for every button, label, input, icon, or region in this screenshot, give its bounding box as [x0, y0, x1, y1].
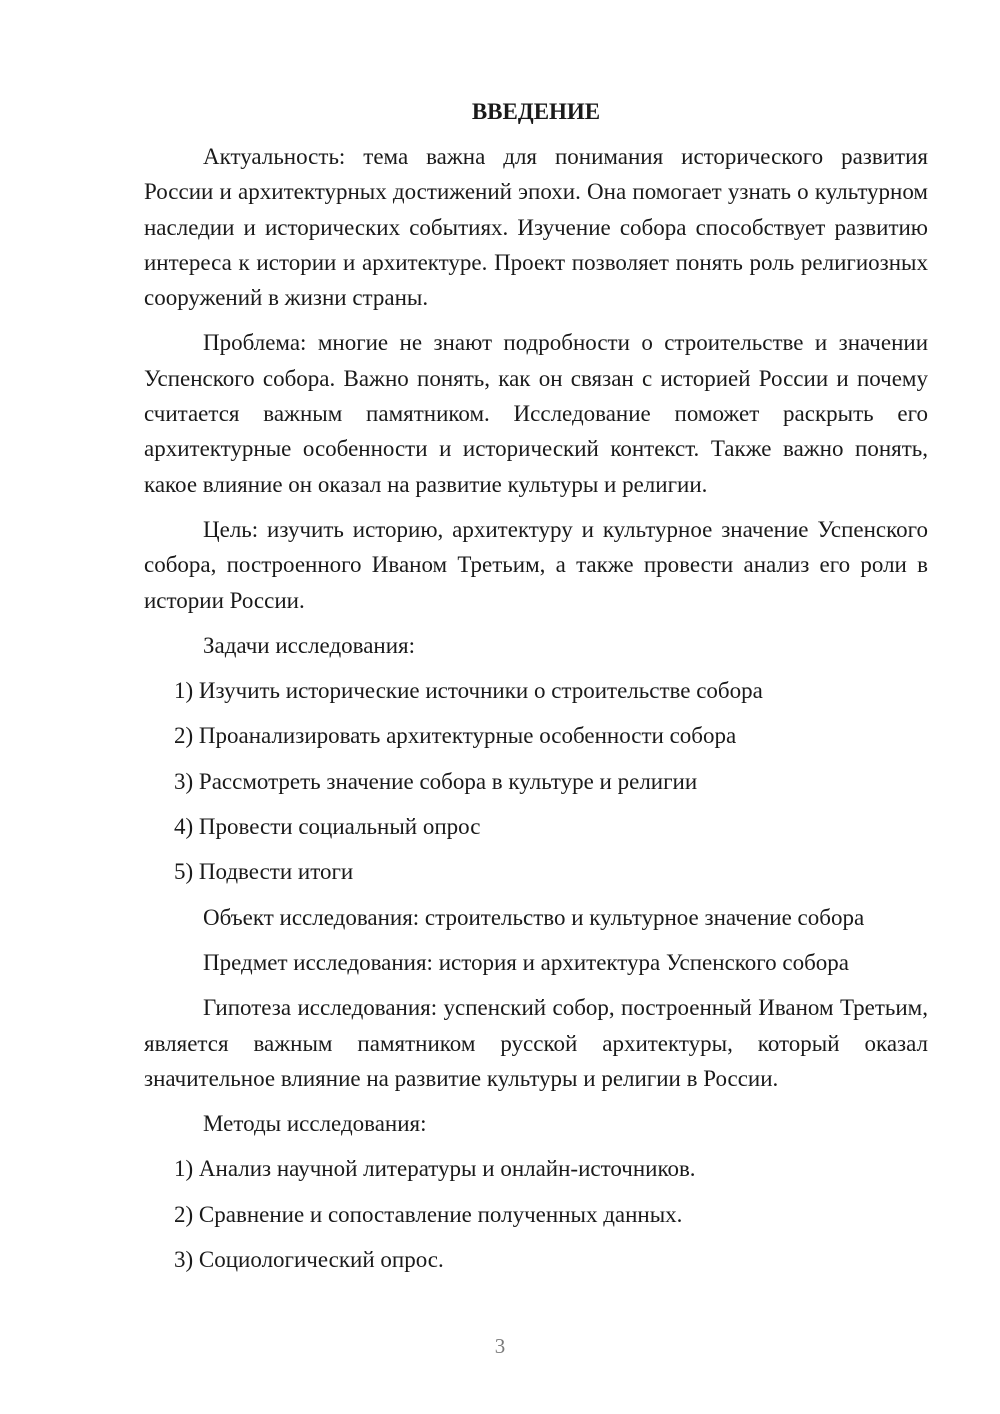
page-number: 3	[494, 1334, 506, 1358]
tasks-list	[144, 673, 928, 889]
hypothesis-paragraph: Гипотеза исследования: успенский собор, построенный Иваном Третьим, является важным памятником русской архитектуры, который оказал значительное влияние на развитие культуры и религии в России.	[144, 995, 928, 1091]
relevance-paragraph: Актуальность: тема важна для понимания исторического развития России и архитектурных достижений эпохи. Она помогает узнать о культурном наследии и исторических событиях. Изучение собора способствует развитию интереса к истории и архитектуре. Проект позволяет понять роль религиозных сооружений в жизни страны.	[144, 144, 928, 311]
method-item: 2) Сравнение и сопоставление полученных данных.	[174, 1201, 683, 1227]
method-item: 3) Социологический опрос.	[174, 1247, 444, 1273]
methods-heading: Методы исследования:	[203, 1111, 427, 1137]
tasks-heading: Задачи исследования:	[203, 632, 416, 658]
task-item: 5) Подвести итоги	[174, 859, 354, 885]
method-item: 1) Анализ научной литературы и онлайн-источников.	[174, 1156, 696, 1182]
methods-list	[144, 1151, 928, 1277]
research-object: Объект исследования: строительство и культурное значение собора	[203, 904, 865, 930]
page-title: ВВЕДЕНИЕ	[471, 99, 601, 124]
page-content	[144, 94, 928, 1287]
research-subject: Предмет исследования: история и архитектура Успенского собора	[203, 949, 850, 975]
problem-paragraph: Проблема: многие не знают подробности о строительстве и значении Успенского собора. Важно понять, как он связан с историей России и почему считается важным памятником. Исследование поможет раскрыть его архитектурные особенности и исторический контекст. Также важно понять, какое влияние он оказал на развитие культуры и религии.	[144, 330, 928, 497]
task-item: 3) Рассмотреть значение собора в культуре и религии	[174, 768, 698, 794]
task-item: 4) Провести социальный опрос	[174, 814, 481, 840]
goal-paragraph: Цель: изучить историю, архитектуру и культурное значение Успенского собора, построенного Иваном Третьим, а также провести анализ его роли в истории России.	[144, 516, 928, 613]
task-item: 2) Проанализировать архитектурные особенности собора	[174, 723, 737, 749]
task-item: 1) Изучить исторические источники о строительстве собора	[174, 678, 763, 704]
